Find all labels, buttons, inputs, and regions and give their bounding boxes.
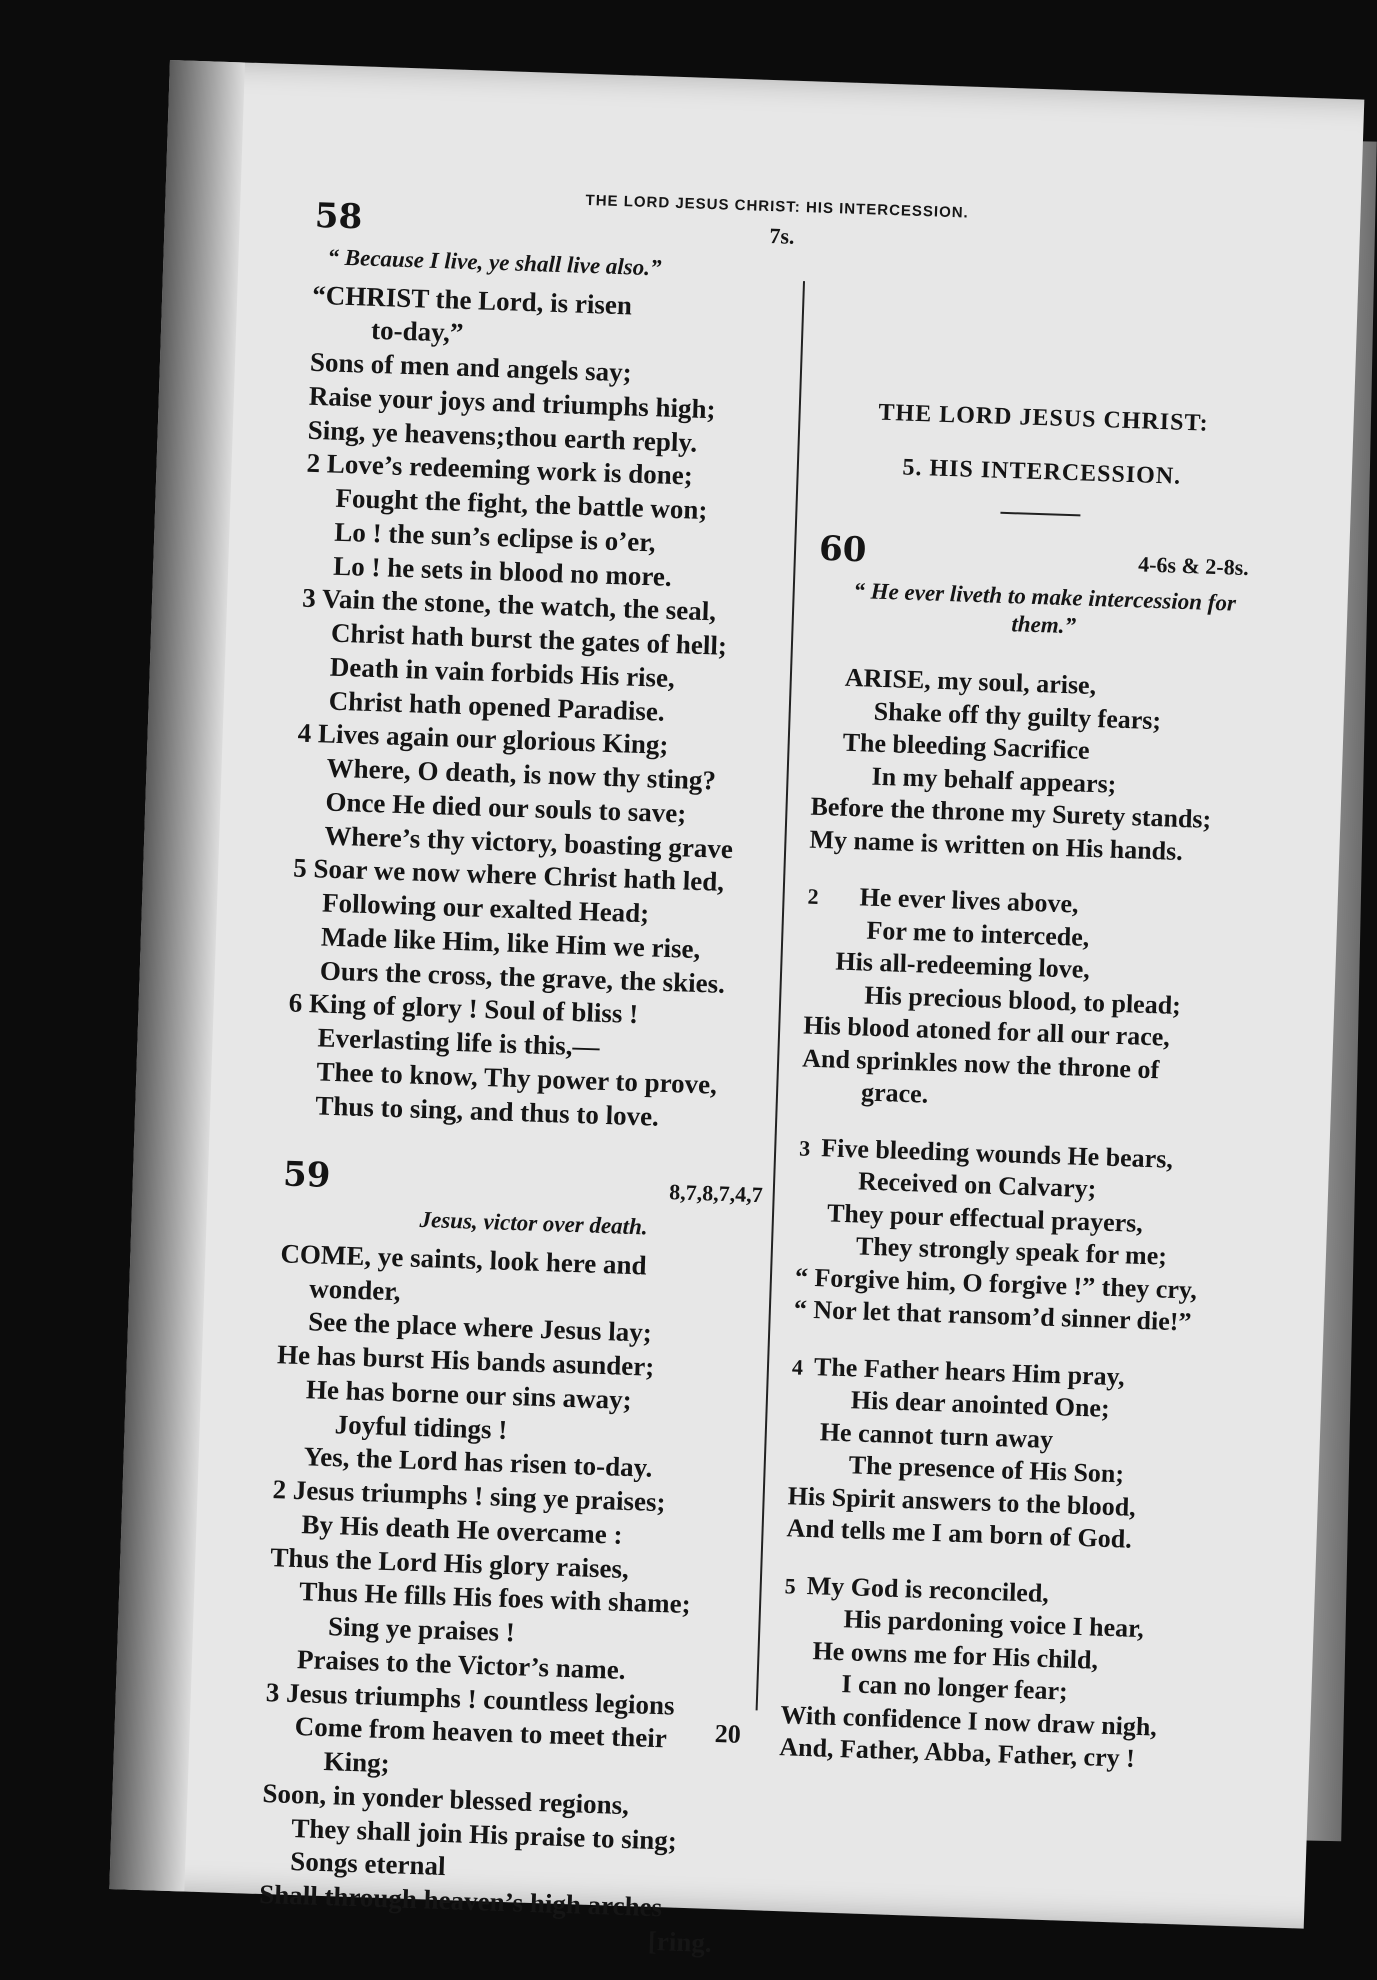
hymn-line: His pardoning voice I hear, [843, 1604, 1145, 1644]
hymn-line: Thus the Lord His glory raises, [269, 1541, 630, 1584]
hymn-line: grace. [860, 1077, 929, 1109]
hymn-meter: 4-6s & 2-8s. [1137, 551, 1250, 581]
hymn-epigraph: Jesus, victor over death. [419, 1207, 649, 1240]
hymn-line: King; [323, 1746, 391, 1779]
hymn-line: [ring. [647, 1925, 713, 1958]
hymn-line: He ever lives above, [859, 882, 1080, 919]
hymn-line: His precious blood, to plead; [863, 980, 1182, 1020]
hymnal-page [109, 60, 1364, 1958]
hymn-line: Songs eternal [289, 1846, 447, 1882]
hymn-line: His all-redeeming love, [835, 946, 1091, 985]
hymn-number: 60 [818, 528, 868, 571]
hymn-line: By His death He overcame : [301, 1509, 624, 1550]
hymn-line: “ Forgive him, O forgive !” they cry, [794, 1262, 1198, 1305]
hymn-line: He has borne our sins away; [305, 1374, 633, 1415]
hymn-line: They pour effectual prayers, [826, 1198, 1144, 1238]
verse-number: 5 [784, 1572, 797, 1599]
hymn-meter: 8,7,8,7,4,7 [668, 1179, 764, 1208]
left-column [258, 185, 806, 1962]
hymn-line: Before the throne my Surety stands; [810, 791, 1212, 835]
hymn-line: The Father hears Him pray, [813, 1351, 1126, 1392]
hymn-line: Ours the cross, the grave, the skies. [319, 955, 726, 999]
hymn-line: Christ hath burst the gates of hell; [330, 617, 728, 661]
hymn-line: Shall through heaven’s high arches [258, 1879, 663, 1923]
hymn-line: They shall join His praise to sing; [290, 1812, 678, 1856]
hymn-line: And tells me I am born of God. [786, 1513, 1133, 1554]
hymn-line: And sprinkles now the throne of [801, 1043, 1160, 1085]
hymn-line: Sing ye praises ! [327, 1611, 516, 1648]
hymn-line: In my behalf appears; [871, 761, 1117, 799]
hymn-line: 5 Soar we now where Christ hath led, [292, 852, 725, 898]
hymn-line: to-day,” [370, 315, 464, 349]
hymn-line: My God is reconciled, [806, 1570, 1050, 1608]
hymn-line: I can no longer fear; [841, 1669, 1069, 1706]
hymn-meter: 7s. [769, 222, 795, 249]
section-subtitle: 5. HIS INTERCESSION. [902, 454, 1182, 490]
hymn-line: Where’s thy victory, boasting grave [323, 820, 734, 864]
hymn-line: With confidence I now draw nigh, [780, 1699, 1158, 1742]
hymn-line: Praises to the Victor’s name. [296, 1644, 627, 1685]
hymn-line: Death in vain forbids His rise, [329, 651, 676, 693]
hymn-line: Raise your joys and triumphs high; [308, 380, 717, 425]
hymn-line: He has burst His bands asunder; [276, 1339, 655, 1382]
page-number: 20 [714, 1718, 742, 1749]
hymn-line: Lo ! he sets in blood no more. [332, 550, 673, 592]
hymn-line: COME, ye saints, look here and [280, 1238, 648, 1281]
hymn-line: Once He died our souls to save; [325, 786, 687, 829]
hymn-60-verse-3 [793, 1131, 1239, 1340]
hymn-line: Shake off thy guilty fears; [873, 696, 1162, 735]
hymn-line: “CHRIST the Lord, is risen [311, 279, 633, 321]
hymn-line: “ Nor let that ransom’d sinner die!” [793, 1294, 1192, 1337]
hymn-line: Thee to know, Thy power to prove, [316, 1056, 718, 1100]
hymn-line: Thus He fills His foes with shame; [298, 1576, 692, 1620]
hymn-line: 3 Vain the stone, the watch, the seal, [301, 583, 717, 627]
hymn-line: Following our exalted Head; [321, 887, 650, 929]
hymn-line: His dear anointed One; [850, 1385, 1111, 1424]
hymn-line: Sons of men and angels say; [309, 346, 633, 388]
verse-number: 3 [798, 1135, 811, 1161]
hymn-60-verse-1 [809, 661, 1255, 870]
right-column [779, 202, 1271, 1778]
hymn-line: Made like Him, like Him we rise, [320, 921, 701, 964]
hymn-line: Soon, in yonder blessed regions, [262, 1777, 630, 1821]
hymn-line: His blood atoned for all our race, [802, 1010, 1171, 1052]
hymn-line: wonder, [308, 1272, 402, 1307]
verse-number: 4 [791, 1354, 804, 1380]
hymn-line: Received on Calvary; [857, 1166, 1097, 1204]
hymn-60-header [818, 528, 1259, 585]
hymn-number: 59 [282, 1154, 332, 1197]
hymn-line: 2 Jesus triumphs ! sing ye praises; [272, 1474, 666, 1518]
section-rule [1000, 512, 1080, 517]
hymn-line: Fought the fight, the battle won; [335, 482, 708, 526]
hymn-number: 58 [314, 195, 363, 238]
hymn-60-verse-4 [786, 1350, 1232, 1559]
hymn-epigraph: “ He ever liveth to make intercession for them.” [853, 577, 1237, 638]
hymn-line: The presence of His Son; [848, 1450, 1125, 1489]
hymn-60-verse-2 [801, 880, 1248, 1122]
hymn-epigraph: “ Because I live, ye shall live also.” [327, 244, 662, 281]
hymn-line: Christ hath opened Paradise. [328, 685, 666, 727]
hymn-line: Come from heaven to meet their [294, 1711, 668, 1754]
hymn-line: 2 Love’s redeeming work is done; [306, 448, 694, 491]
hymn-line: Sing, ye heavens;thou earth reply. [307, 414, 698, 458]
hymn-line: Yes, the Lord has risen to-day. [303, 1441, 653, 1484]
hymn-line: And, Father, Abba, Father, cry ! [778, 1732, 1136, 1774]
hymn-line: He cannot turn away [819, 1416, 1054, 1454]
verse-number: 2 [807, 883, 820, 910]
hymn-line: Thus to sing, and thus to love. [314, 1089, 660, 1132]
hymn-line: Everlasting life is this,— [317, 1022, 601, 1062]
hymn-60-verse-5 [779, 1569, 1225, 1778]
hymn-line: His Spirit answers to the blood, [787, 1480, 1137, 1522]
page-gutter [109, 60, 245, 1891]
hymn-line: 6 King of glory ! Soul of bliss ! [288, 987, 639, 1030]
hymn-line: Five bleeding wounds He bears, [820, 1132, 1174, 1174]
hymn-line: He owns me for His child, [812, 1635, 1099, 1675]
hymn-line: My name is written on His hands. [809, 824, 1184, 866]
section-title: THE LORD JESUS CHRIST: [878, 399, 1210, 437]
hymn-line: Joyful tidings ! [334, 1408, 508, 1445]
hymn-line: 4 Lives again our glorious King; [297, 717, 669, 761]
hymn-line: See the place where Jesus lay; [307, 1306, 653, 1349]
hymn-line: ARISE, my soul, arise, [844, 662, 1097, 701]
hymn-line: The bleeding Sacrifice [842, 727, 1091, 766]
hymn-line: They strongly speak for me; [855, 1231, 1168, 1271]
hymn-line: Where, O death, is now thy sting? [326, 752, 717, 796]
hymn-line: 3 Jesus triumphs ! countless legions [265, 1676, 676, 1721]
hymn-line: For me to intercede, [866, 915, 1090, 952]
hymn-line: Lo ! the sun’s eclipse is o’er, [333, 516, 657, 558]
running-head: THE LORD JESUS CHRIST: HIS INTERCESSION. [585, 191, 970, 222]
